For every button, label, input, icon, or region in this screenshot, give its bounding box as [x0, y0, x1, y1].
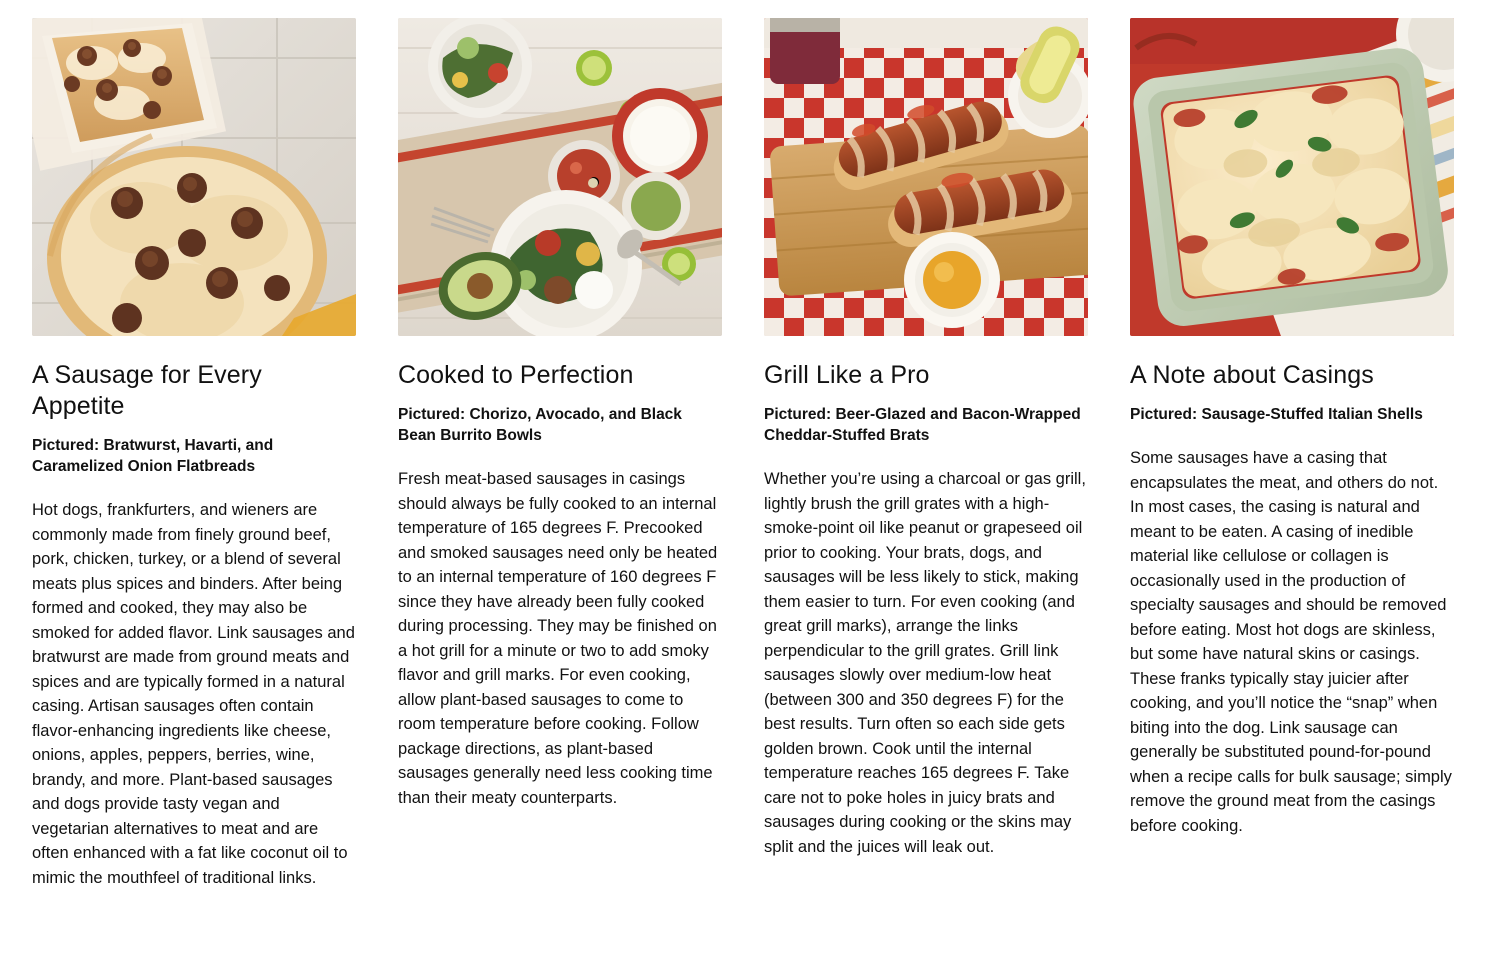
stuffed-shells-photo [1130, 18, 1454, 336]
flatbread-pizza-photo [32, 18, 356, 336]
bacon-wrapped-brats-photo [764, 18, 1088, 336]
article-card-3 [764, 18, 1088, 959]
pictured-caption: Pictured: Chorizo, Avocado, and Black Bean Burrito Bowls [398, 406, 682, 444]
card-body-text: Fresh meat-based sausages in casings should always be fully cooked to an internal temperature of 165 degrees F. Precooked and smoked sausages need only be heated to an internal temperature of 160 degrees F since they have already been fully cooked during processing. They may be finished on a hot grill for a minute or two to add smoky flavor and grill marks. For even cooking, allow plant-based sausages to come to room temperature before cooking. Follow package directions, as plant-based sausages generally need less cooking time than their meaty counterparts. [398, 470, 718, 807]
article-card-1 [32, 18, 356, 959]
pictured-caption: Pictured: Beer-Glazed and Bacon-Wrapped Cheddar-Stuffed Brats [764, 406, 1081, 444]
page-title: Cooked to Perfection [398, 361, 634, 389]
card-body-text: Whether you’re using a charcoal or gas grill, lightly brush the grill grates with a high-smoke-point oil like peanut or grapeseed oil prior to cooking. Your brats, dogs, and sausages will be less likely to stick, making them easier to turn. For even cooking (and great grill marks), arrange the links perpendicular to the grill grates. Grill link sausages slowly over medium-low heat (between 300 and 350 degrees F) for the best results. Turn often so each side gets golden brown. Cook until the internal temperature reaches 165 degrees F. Take care not to poke holes in juicy brats and sausages during cooking or the skins may split and the juices will leak out. [764, 470, 1086, 856]
page-title: A Sausage for Every Appetite [32, 361, 262, 420]
card-body-text: Hot dogs, frankfurters, and wieners are commonly made from finely ground beef, pork, chicken, turkey, or a blend of several meats plus spices and binders. After being formed and cooked, they may also be smoked for added flavor. Link sausages and bratwurst are made from ground meats and spices and are typically formed in a natural casing. Artisan sausages often contain flavor-enhancing ingredients like cheese, onions, apples, peppers, berries, wine, brandy, and more. Plant-based sausages and dogs provide tasty vegan and vegetarian alternatives to meat and are often enhanced with a fat like coconut oil to mimic the mouthfeel of traditional links. [32, 501, 355, 887]
card-body-text: Some sausages have a casing that encapsulates the meat, and others do not. In most cases, the casing is natural and meant to be eaten. A casing of inedible material like cellulose or collagen is occasionally used in the production of specialty sausages and should be removed before eating. Most hot dogs are skinless, but some have natural skins or casings. These franks typically stay juicier after cooking, and you’ll notice the “snap” when biting into the dog. Link sausage can generally be substituted pound-for-pound when a recipe calls for bulk sausage; simply remove the ground meat from the casings before cooking. [1130, 449, 1452, 835]
pictured-caption: Pictured: Bratwurst, Havarti, and Caramelized Onion Flatbreads [32, 437, 274, 475]
burrito-bowl-photo [398, 18, 722, 336]
pictured-caption: Pictured: Sausage-Stuffed Italian Shells [1130, 406, 1423, 423]
page-title: Grill Like a Pro [764, 361, 930, 389]
article-card-4 [1130, 18, 1454, 959]
page-title: A Note about Casings [1130, 361, 1374, 389]
article-card-2 [398, 18, 722, 959]
